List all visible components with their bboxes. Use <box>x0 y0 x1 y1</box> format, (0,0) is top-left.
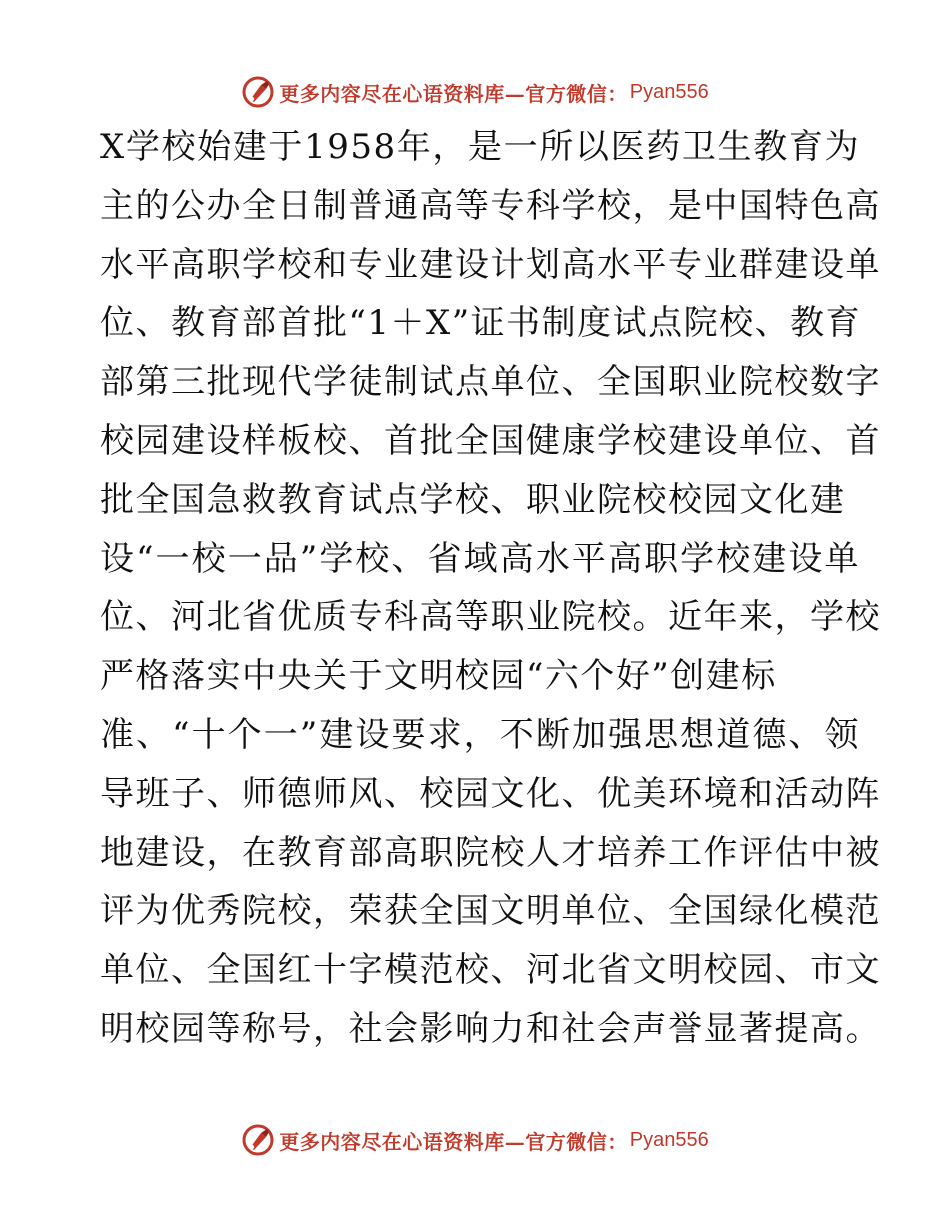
body-line: 校园建设样板校、首批全国健康学校建设单位、首 <box>100 420 881 461</box>
body-line: 严格落实中央关于文明校园“六个好”创建标 <box>100 656 777 697</box>
document-body <box>100 118 881 1059</box>
body-line: 明校园等称号，社会影响力和社会声誉显著提高。 <box>100 1008 881 1049</box>
body-line: 准、“十个一”建设要求，不断加强思想道德、领 <box>100 714 860 755</box>
footer-wechat-id: Pyan556 <box>629 1128 709 1151</box>
body-line: 主的公办全日制普通高等专科学校，是中国特色高 <box>100 185 881 226</box>
body-line: 位、教育部首批“1＋X”证书制度试点院校、教育 <box>100 303 862 344</box>
pen-nib-logo-icon <box>241 75 275 109</box>
body-line: 地建设，在教育部高职院校人才培养工作评估中被 <box>100 832 881 873</box>
body-line: 设“一校一品”学校、省域高水平高职学校建设单 <box>100 538 860 579</box>
body-line: 批全国急救教育试点学校、职业院校校园文化建 <box>100 479 846 520</box>
body-line: 位、河北省优质专科高等职业院校。近年来，学校 <box>100 597 881 638</box>
body-line: 评为优秀院校，荣获全国文明单位、全国绿化模范 <box>100 891 881 932</box>
header-wechat-id: Pyan556 <box>629 80 709 103</box>
footer-label: 更多内容尽在心语资料库—官方微信： <box>279 1129 628 1154</box>
header-label: 更多内容尽在心语资料库—官方微信： <box>279 81 628 106</box>
header-banner <box>0 72 950 112</box>
pen-nib-logo-icon <box>241 1123 275 1157</box>
body-line: 导班子、师德师风、校园文化、优美环境和活动阵 <box>100 773 881 814</box>
footer-banner <box>0 1120 950 1160</box>
body-line: 单位、全国红十字模范校、河北省文明校园、市文 <box>100 950 881 991</box>
body-line: 水平高职学校和专业建设计划高水平专业群建设单 <box>100 244 881 285</box>
body-line: X学校始建于1958年，是一所以医药卫生教育为 <box>100 127 860 167</box>
body-line: 部第三批现代学徒制试点单位、全国职业院校数字 <box>100 362 881 403</box>
